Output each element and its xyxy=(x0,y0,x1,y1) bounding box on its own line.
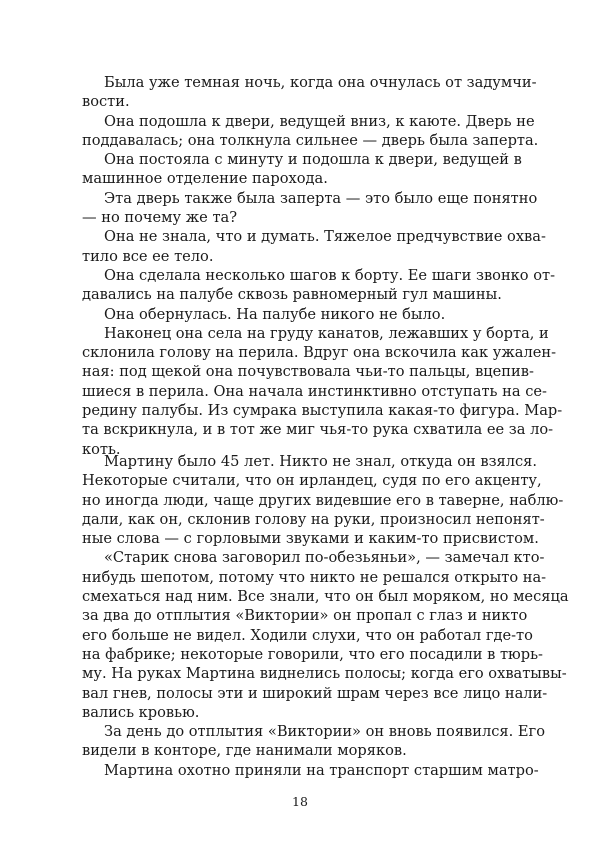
text-line: Она сделала несколько шагов к борту. Ее шаги звонко от- xyxy=(104,266,556,284)
text-line: вал гнев, полосы эти и широкий шрам через все лицо нали- xyxy=(82,684,548,702)
text-line: смехаться над ним. Все знали, что он был моряком, но месяца xyxy=(82,588,569,606)
text-line: склонила голову на перила. Вдруг она вскочила как ужален- xyxy=(82,344,557,362)
text-line: но иногда люди, чаще других видевшие его в таверне, наблю- xyxy=(82,491,564,509)
text-line: За день до отплытия «Виктории» он вновь появился. Его xyxy=(104,723,545,741)
text-line: дали, как он, склонив голову на руки, произносил непонят- xyxy=(82,510,545,528)
text-line: машинное отделение парохода. xyxy=(82,170,328,188)
text-line: тило все ее тело. xyxy=(82,247,214,265)
text-line: за два до отплытия «Виктории» он пропал с глаз и никто xyxy=(82,607,528,625)
text-line: Мартина охотно приняли на транспорт старшим матро- xyxy=(104,761,539,779)
text-line: Эта дверь также была заперта — это было еще понятно xyxy=(104,189,538,207)
text-line: ная: под щекой она почувствовала чьи-то пальцы, вцепив- xyxy=(82,363,534,381)
text-line: Некоторые считали, что он ирландец, судя по его акценту, xyxy=(82,472,542,490)
page-number: 18 xyxy=(292,794,308,809)
text-line: — но почему же та? xyxy=(82,209,238,227)
text-line: на фабрике; некоторые говорили, что его посадили в тюрь- xyxy=(82,645,543,663)
text-line: его больше не видел. Ходили слухи, что он работал где-то xyxy=(82,626,533,644)
text-line: му. На руках Мартина виднелись полосы; когда его охватывы- xyxy=(82,665,567,683)
text-line: Была уже темная ночь, когда она очнулась от задумчи- xyxy=(104,74,537,91)
text-line: Мартину было 45 лет. Никто не знал, откуда он взялся. xyxy=(104,453,538,470)
text-section-1 xyxy=(82,73,563,459)
text-line: шиеся в перила. Она начала инстинктивно отступать на се- xyxy=(82,382,547,400)
text-line: ные слова — с горловыми звуками и каким-то присвистом. xyxy=(82,530,539,548)
text-line: та вскрикнула, и в тот же миг чья-то рука схватила ее за ло- xyxy=(82,421,554,439)
text-line: вались кровью. xyxy=(82,703,200,721)
text-line: вости. xyxy=(82,93,130,111)
text-line: Она не знала, что и думать. Тяжелое предчувствие охва- xyxy=(104,228,546,246)
text-line: «Старик снова заговорил по-обезьяньи», — замечал кто- xyxy=(104,549,545,567)
text-line: коть. xyxy=(82,440,121,458)
text-line: поддавалась; она толкнула сильнее — дверь была заперта. xyxy=(82,131,539,149)
text-line: Она подошла к двери, ведущей вниз, к каюте. Дверь не xyxy=(104,112,535,130)
text-line: давались на палубе сквозь равномерный гул машины. xyxy=(82,286,502,304)
text-line: видели в конторе, где нанимали моряков. xyxy=(82,742,407,760)
text-line: Наконец она села на груду канатов, лежавших у борта, и xyxy=(104,324,549,342)
text-line: Она обернулась. На палубе никого не было. xyxy=(104,305,446,323)
text-line: нибудь шепотом, потому что никто не решался открыто на- xyxy=(82,568,547,586)
text-line: редину палубы. Из сумрака выступила какая-то фигура. Мар- xyxy=(82,402,563,420)
text-section-2 xyxy=(82,452,569,780)
text-line: Она постояла с минуту и подошла к двери, ведущей в xyxy=(104,151,522,169)
